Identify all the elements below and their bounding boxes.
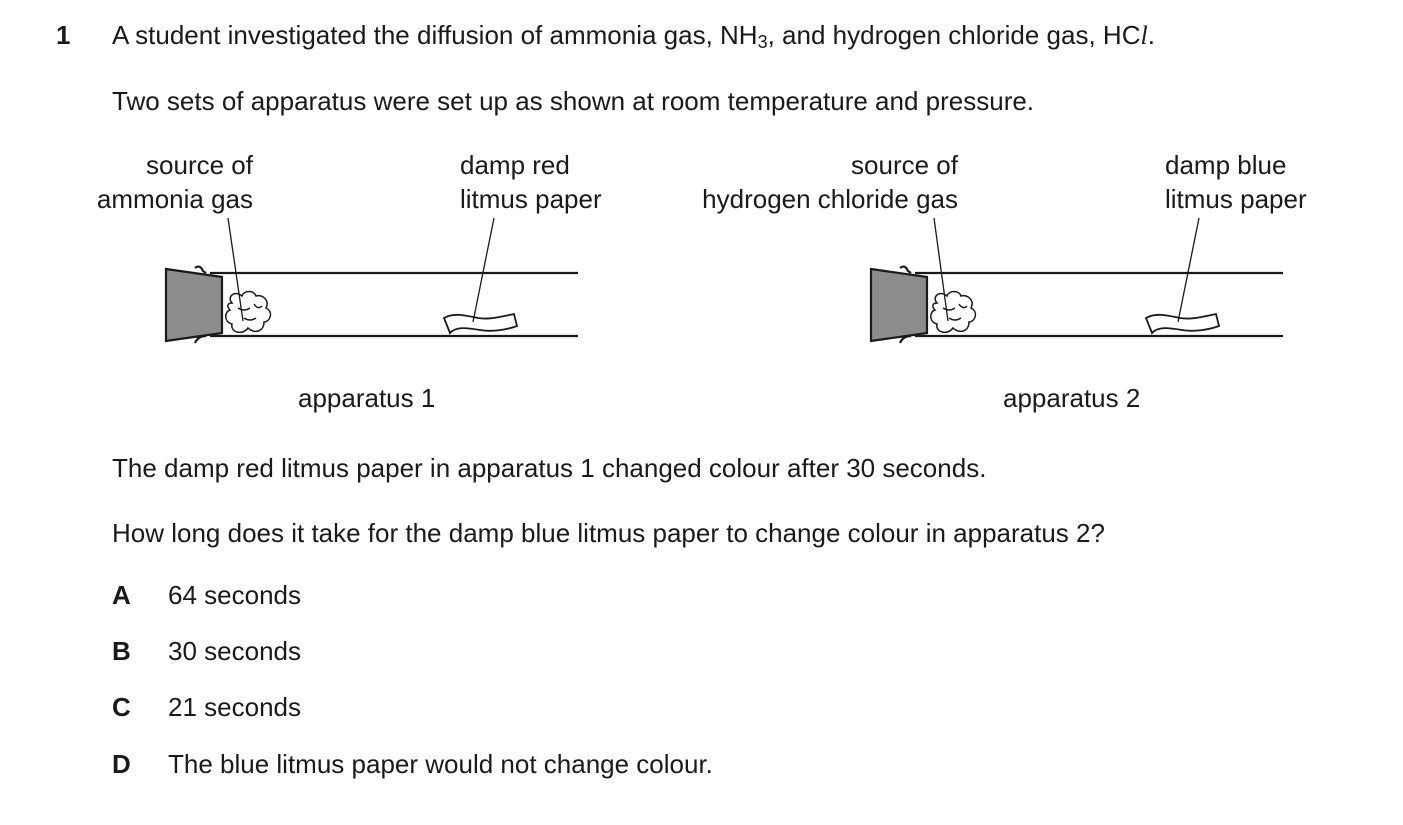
apparatus-2-cotton-wool: [931, 292, 976, 333]
observation-text: The damp red litmus paper in apparatus 1 changed colour after 30 seconds.: [112, 453, 987, 483]
question-prompt: How long does it take for the damp blue litmus paper to change colour in apparatus 2?: [112, 518, 1105, 548]
option-text: The blue litmus paper would not change colour.: [168, 749, 713, 779]
app1-source-label-line1: source of: [146, 150, 253, 180]
app1-source-label-line2: ammonia gas: [96, 184, 253, 214]
setup-text: Two sets of apparatus were set up as shown at room temperature and pressure.: [112, 86, 1035, 116]
app1-paper-label-line1: damp red: [460, 150, 570, 180]
apparatus-1-litmus-paper: [444, 314, 517, 333]
apparatus-1-cotton-wool: [226, 292, 271, 333]
stem-middle: , and hydrogen chloride gas, HC: [767, 20, 1141, 50]
stem-italic-l: l: [1140, 21, 1148, 50]
app2-source-label-line1: source of: [851, 150, 958, 180]
question-number: 1: [56, 20, 71, 50]
apparatus-2-caption: apparatus 2: [1003, 383, 1141, 413]
option-letter: D: [112, 749, 131, 779]
app2-paper-label-line2: litmus paper: [1165, 184, 1307, 214]
app2-source-label-line2: hydrogen chloride gas: [702, 184, 958, 214]
option-text: 21 seconds: [168, 692, 301, 722]
stem-before: A student investigated the diffusion of ammonia gas, NH: [112, 20, 758, 50]
stem-end: .: [1147, 20, 1155, 50]
apparatus-2-leader-lines: [934, 218, 1199, 322]
apparatus-1-caption: apparatus 1: [298, 383, 436, 413]
apparatus-1-leader-lines: [228, 218, 494, 322]
apparatus-2-stopper: [871, 269, 927, 341]
stem-subscript: 3: [757, 32, 768, 52]
apparatus-2-litmus-paper: [1146, 314, 1219, 333]
option-text: 64 seconds: [168, 580, 301, 610]
app2-paper-label-line1: damp blue: [1165, 150, 1287, 180]
option-letter: A: [112, 580, 131, 610]
apparatus-1-stopper: [166, 269, 222, 341]
option-letter: B: [112, 636, 131, 666]
option-letter: C: [112, 692, 131, 722]
app1-paper-label-line2: litmus paper: [460, 184, 602, 214]
option-text: 30 seconds: [168, 636, 301, 666]
